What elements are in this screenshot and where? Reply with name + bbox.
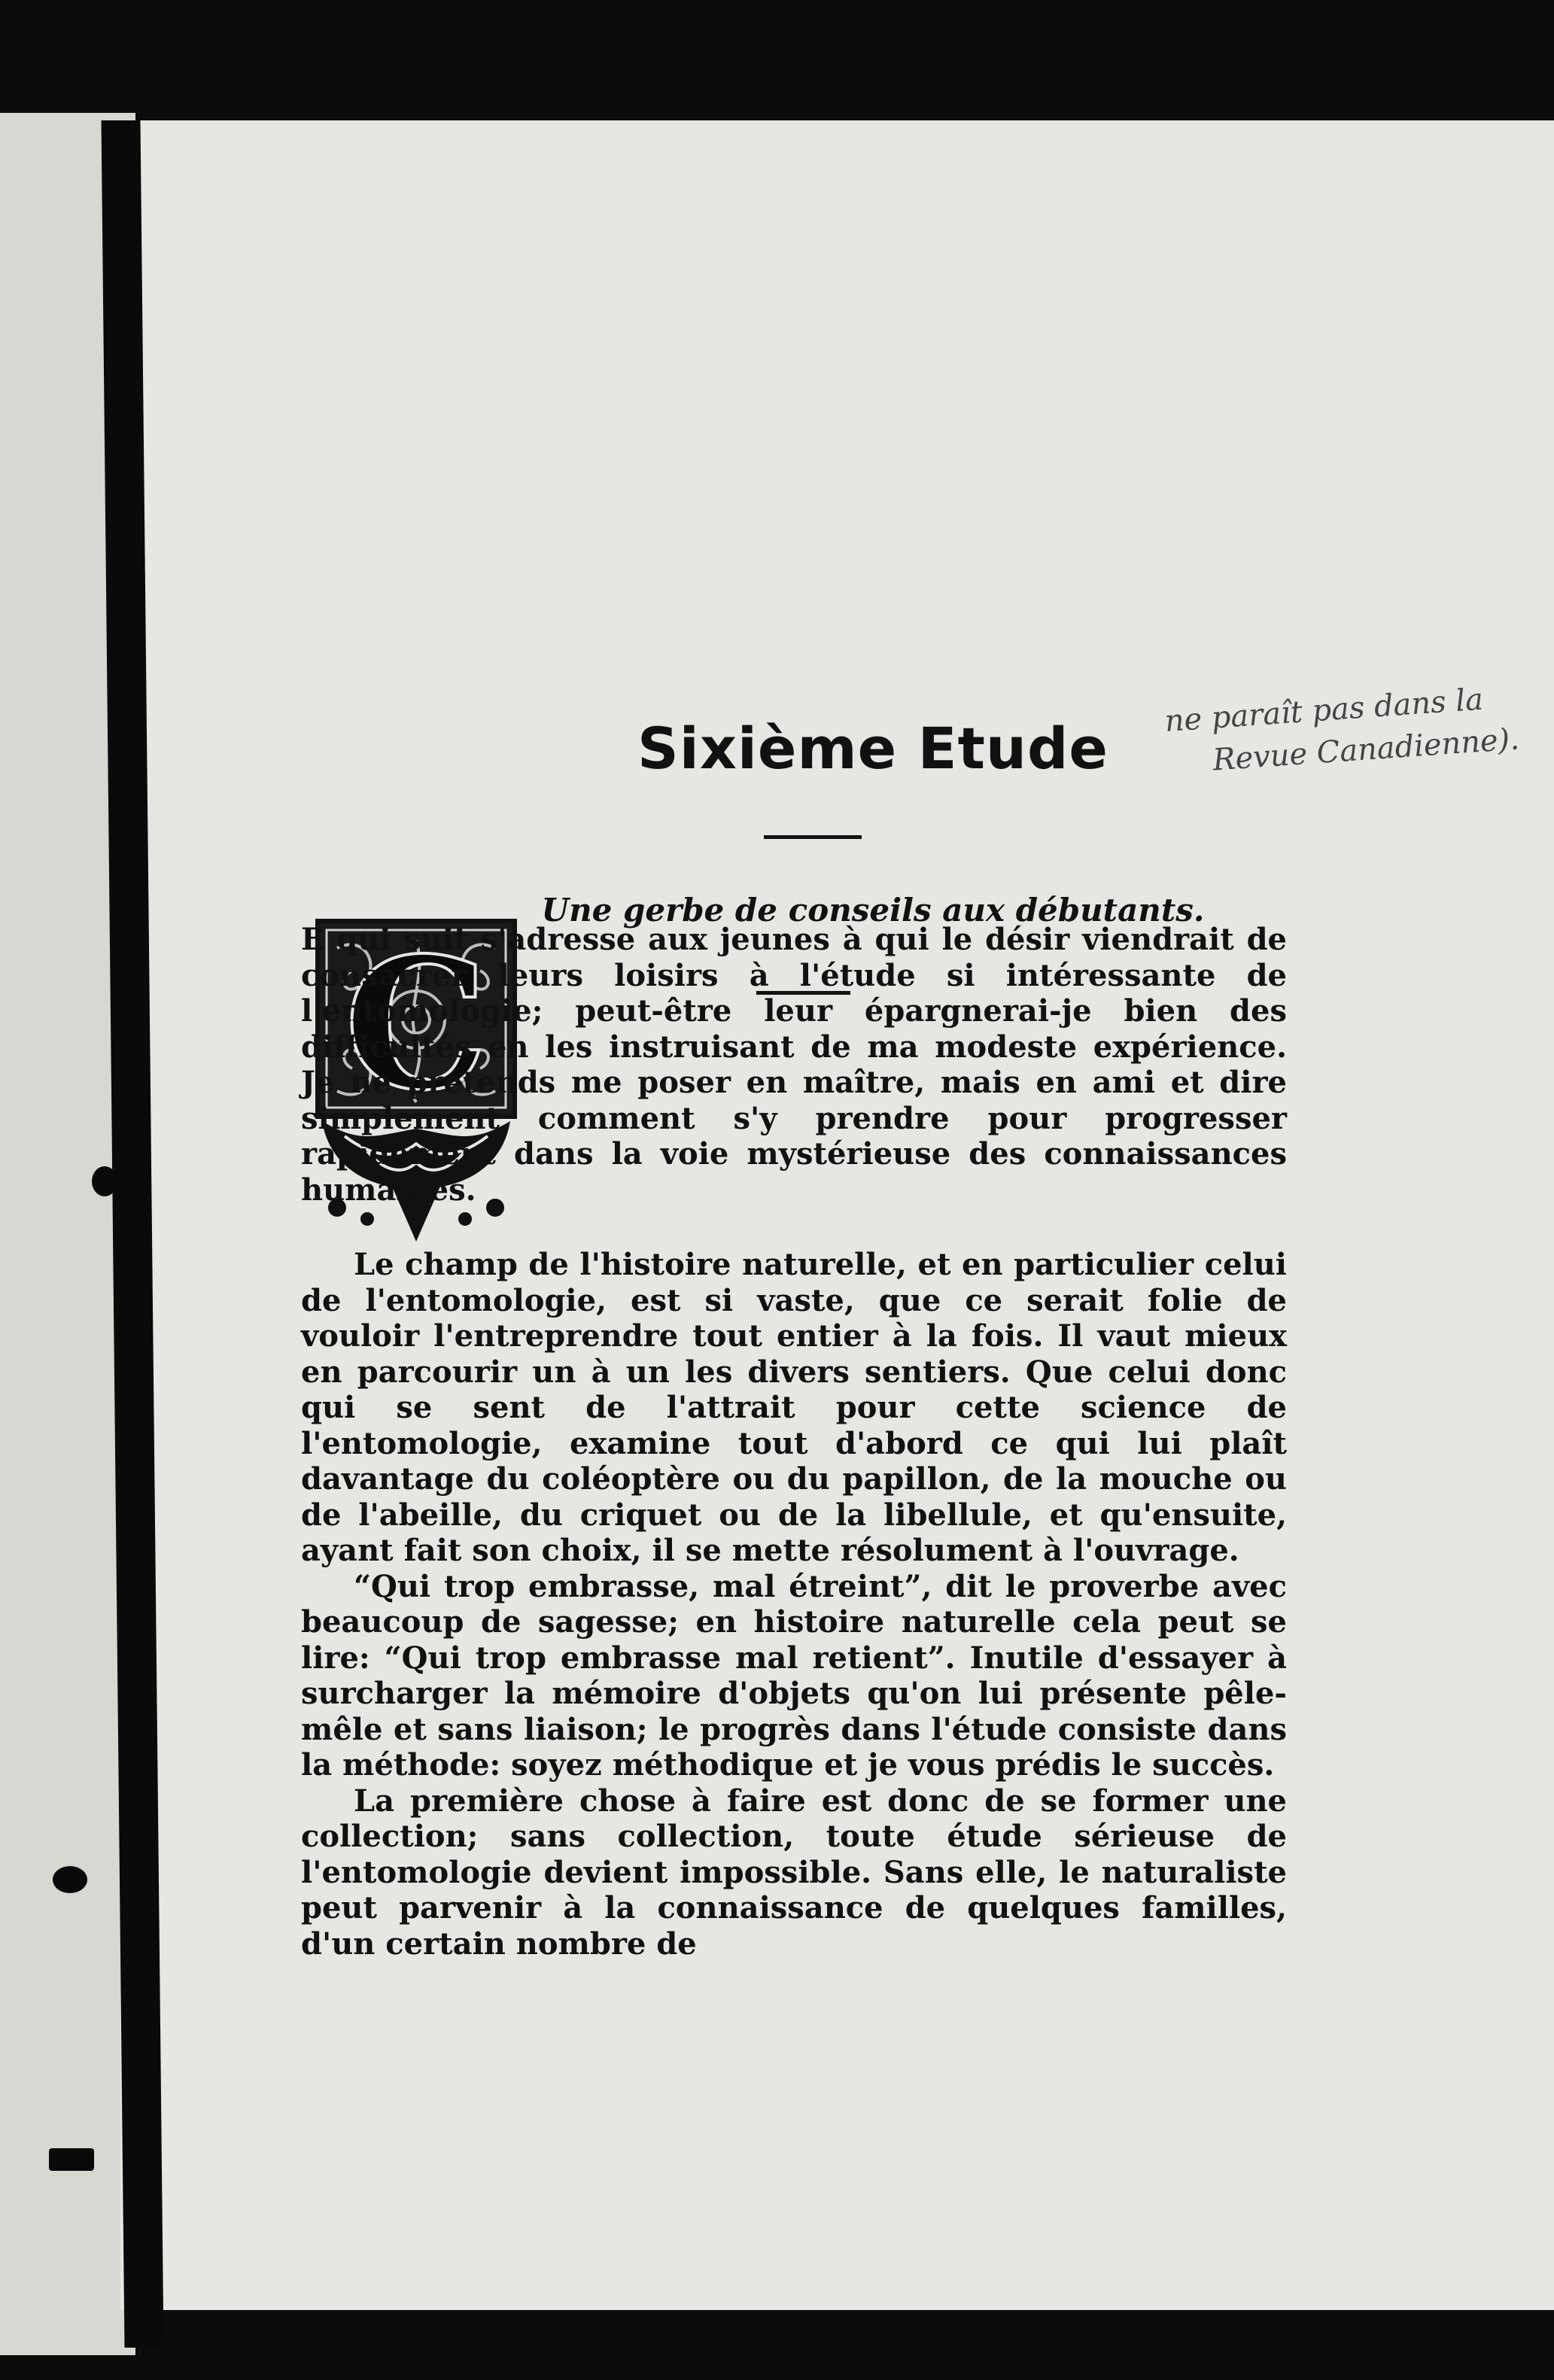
paragraph-2: Le champ de l'histoire naturelle, et en particulier celui de l'entomologie, est si vaste, que ce serait folie de vouloir l'entreprendre tout entier à la fois. Il vaut mieux en parcourir un à un les divers sentiers. Que celui donc qui se sent de l'attrait pour cette science de l'entomologie, examine tout d'abord ce qui lui plaît davantage du coléoptère ou du papillon, de la mouche ou de l'abeille, du criquet ou de la libellule, et qu'ensuite, ayant fait son choix, il se mette résolument à l'ouvrage. (301, 1247, 1287, 1568)
paragraph-1: E qui suit s'adresse aux jeunes à qui le désir viendrait de consacrer leurs loisirs à l'étude si intéressante de l'entomologie; peut-être leur épargnerai-je bien des difficultés en les instruisant de ma modeste expérience. Je ne prétends me poser en maître, mais en ami et dire simplement comment s'y prendre pour progresser rapidement dans la voie mystérieuse des connaissances humaines. (301, 922, 1287, 1208)
margin-note-line-2: Revue Canadienne). (1211, 722, 1521, 778)
paragraph-4: La première chose à faire est donc de se former une collection; sans collection, toute étude sérieuse de l'entomologie devient impossible. Sans elle, le naturaliste peut parvenir à la connaissance de quelques familles, d'un certain nombre de (301, 1783, 1287, 1962)
chapter-title: Sixième Etude (637, 715, 1108, 782)
binding-mark (49, 2148, 94, 2171)
title-rule (764, 835, 862, 839)
article-body (301, 922, 1287, 1962)
binding-mark (92, 1166, 117, 1196)
drop-cap-letter: C (344, 918, 488, 1130)
paragraph-3: “Qui trop embrasse, mal étreint”, dit le proverbe avec beaucoup de sagesse; en histoire naturelle cela peut se lire: “Qui trop embrasse mal retient”. Inutile d'essayer à surcharger la mémoire d'objets qu'on lui présente pêle-mêle et sans liaison; le progrès dans l'étude consiste dans la méthode: soyez méthodique et je vous prédis le succès. (301, 1568, 1287, 1783)
handwritten-margin-note (1163, 669, 1554, 806)
margin-note-line-1: ne paraît pas dans la (1163, 682, 1485, 739)
binding-mark (53, 1866, 87, 1893)
chapter-subtitle: Une gerbe de conseils aux débutants. (541, 892, 1205, 929)
